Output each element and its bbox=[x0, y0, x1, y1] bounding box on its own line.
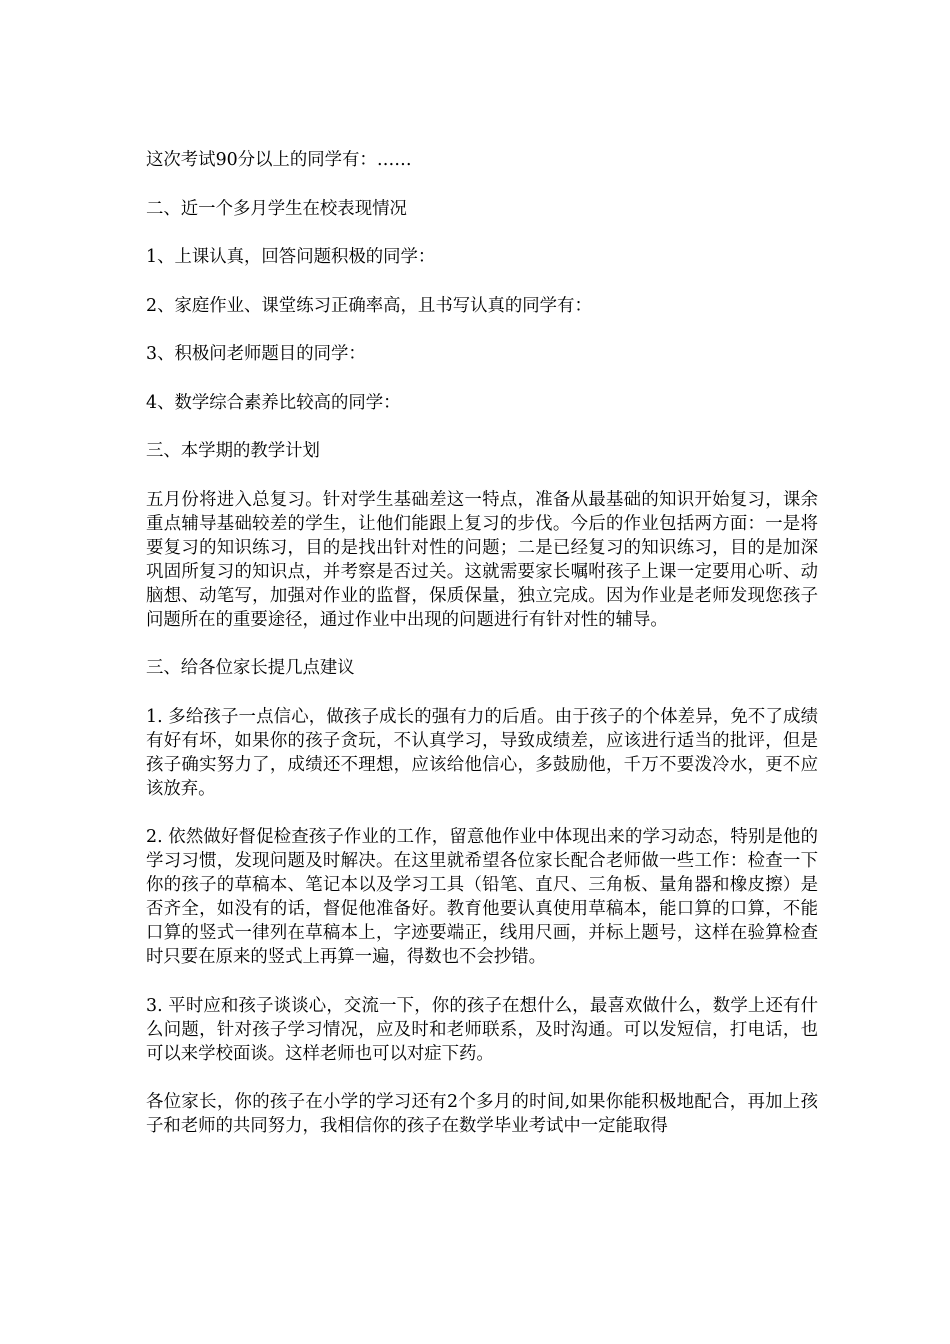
section-heading-parent-advice: 三、给各位家长提几点建议 bbox=[146, 658, 355, 678]
section-heading-teaching-plan: 三、本学期的教学计划 bbox=[146, 441, 320, 461]
advice-item-1: 1. 多给孩子一点信心，做孩子成长的强有力的后盾。由于孩子的个体差异，免不了成绩有好有坏，如果你的孩子贪玩，不认真学习，导致成绩差，应该进行适当的批评，但是孩子确实努力了，成绩还不理想，应该给他信心，多鼓励他，千万不要泼冷水，更不应该放弃。 bbox=[146, 706, 818, 799]
closing-paragraph: 各位家长，你的孩子在小学的学习还有2个多月的时间,如果你能积极地配合，再加上孩子和老师的共同努力，我相信你的孩子在数学毕业考试中一定能取得 bbox=[146, 1092, 818, 1136]
list-item-math-literacy-students: 4、数学综合素养比较高的同学： bbox=[146, 392, 401, 413]
list-item-questioning-students: 3、积极问老师题目的同学： bbox=[146, 344, 366, 364]
teaching-plan-paragraph: 五月份将进入总复习。针对学生基础差这一特点，准备从最基础的知识开始复习，课余重点辅导基础较差的学生，让他们能跟上复习的步伐。今后的作业包括两方面：一是将要复习的知识练习，目的是找出针对性的问题；二是已经复习的知识练习，目的是加深巩固所复习的知识点，并考察是否过关。这就需要家长嘱咐孩子上课一定要用心听、动脑想、动笔写，加强对作业的监督，保质保量，独立完成。因为作业是老师发现您孩子问题所在的重要途径，通过作业中出现的问题进行有针对性的辅导。 bbox=[146, 489, 818, 630]
section-heading-performance: 二、近一个多月学生在校表现情况 bbox=[146, 198, 407, 219]
document-body bbox=[146, 148, 818, 1138]
list-item-homework-students: 2、家庭作业、课堂练习正确率高，且书写认真的同学有： bbox=[146, 295, 592, 316]
advice-item-3: 3. 平时应和孩子谈谈心，交流一下，你的孩子在想什么，最喜欢做什么，数学上还有什么问题，针对孩子学习情况，应及时和老师联系，及时沟通。可以发短信，打电话，也可以来学校面谈。这样老师也可以对症下药。 bbox=[146, 995, 818, 1064]
exam-result-line: 这次考试90分以上的同学有：…… bbox=[146, 150, 412, 170]
list-item-attentive-students: 1、上课认真，回答问题积极的同学： bbox=[146, 247, 436, 267]
advice-item-2: 2. 依然做好督促检查孩子作业的工作，留意他作业中体现出来的学习动态，特别是他的学习习惯，发现问题及时解决。在这里就希望各位家长配合老师做一些工作：检查一下你的孩子的草稿本、笔记本以及学习工具（铅笔、直尺、三角板、量角器和橡皮擦）是否齐全，如没有的话，督促他准备好。教育他要认真使用草稿本，能口算的口算，不能口算的竖式一律列在草稿本上，字迹要端正，线用尺画，并标上题号，这样在验算检查时只要在原来的竖式上再算一遍，得数也不会抄错。 bbox=[146, 827, 818, 967]
